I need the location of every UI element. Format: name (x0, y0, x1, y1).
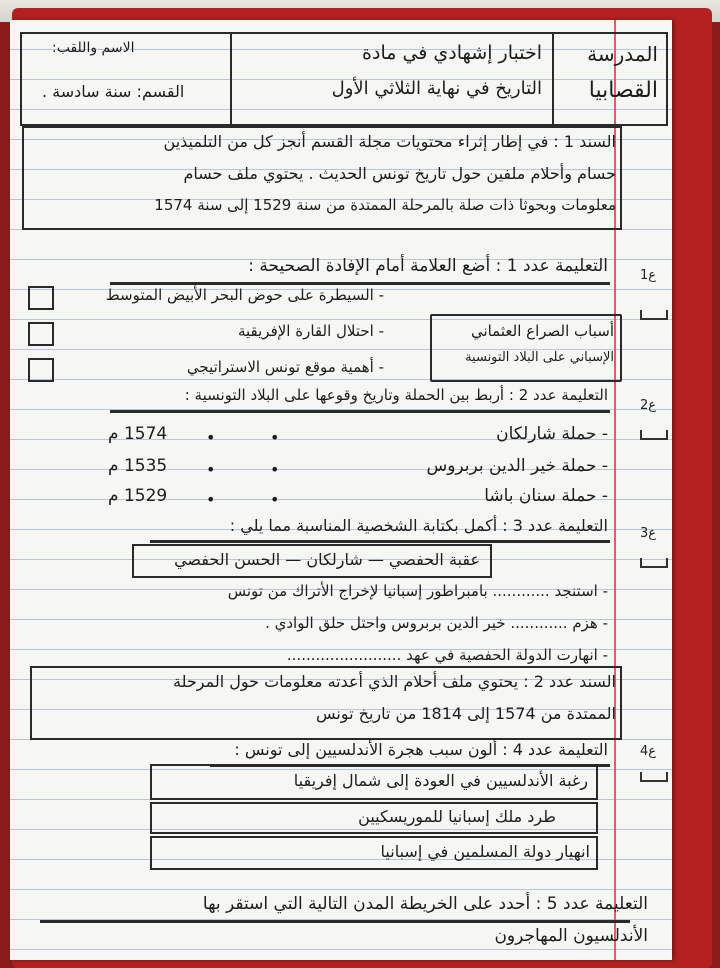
match-dot[interactable]: • (206, 428, 216, 447)
date-item: 1529 م (108, 486, 168, 506)
match-dot[interactable]: • (206, 460, 216, 479)
task-4-instruction: التعليمة عدد 4 : ألون سبب هجرة الأندلسيين إلى تونس : (234, 740, 608, 759)
score-mark (640, 558, 668, 568)
task-3-instruction: التعليمة عدد 3 : أكمل بكتابة الشخصية المناسبة مما يلي : (229, 516, 608, 535)
header-divider (230, 34, 232, 124)
match-dot[interactable]: • (270, 490, 280, 509)
date-item: 1574 م (108, 424, 168, 444)
task-1-option: - أهمية موقع تونس الاستراتيجي (186, 358, 384, 376)
exam-subject: التاريخ في نهاية الثلاثي الأول (331, 78, 542, 99)
date-item: 1535 م (108, 456, 168, 476)
instruction-underline (150, 540, 610, 543)
reason-option-box[interactable] (150, 802, 598, 834)
instruction-underline (110, 282, 610, 285)
task-2-margin-number: 2ع (640, 398, 657, 413)
source-1-line: معلومات وبحوثا ذات صلة بالمرحلة الممتدة من سنة 1529 إلى سنة 1574 (154, 196, 616, 214)
reason-option-box[interactable] (150, 836, 598, 870)
name-field-label: الاسم واللقب: (52, 40, 135, 56)
topic-line: أسباب الصراع العثماني (470, 322, 614, 340)
task-3-margin-number: 3ع (640, 526, 657, 541)
task-1-topic-box (430, 314, 622, 382)
source-2-line: الممتدة من 1574 إلى 1814 من تاريخ تونس (315, 704, 616, 723)
match-dot[interactable]: • (270, 460, 280, 479)
score-mark (640, 310, 668, 320)
task-1-option: - السيطرة على حوض البحر الأبيض المتوسط (105, 286, 384, 304)
header-table (20, 32, 668, 126)
instruction-underline (40, 920, 630, 923)
option-checkbox[interactable] (28, 322, 54, 346)
score-mark (640, 772, 668, 782)
reason-option: انهيار دولة المسلمين في إسبانيا (380, 842, 590, 861)
task-1-margin-number: 1ع (640, 268, 657, 283)
exam-sheet (10, 20, 672, 960)
school-label: المدرسة (587, 42, 658, 66)
source-1-box (22, 126, 622, 230)
task-5-instruction-cont: الأندلسيون المهاجرون (494, 926, 648, 946)
fill-sentence: - انهارت الدولة الحفصية في عهد ........................ (286, 646, 608, 664)
source-1-line: السند 1 : في إطار إثراء محتويات مجلة القسم أنجز كل من التلميذين (163, 132, 616, 151)
task-4-margin-number: 4ع (640, 744, 657, 759)
task-2-instruction: التعليمة عدد 2 : أربط بين الحملة وتاريخ وقوعها على البلاد التونسية : (184, 386, 608, 404)
reason-option: رغبة الأندلسيين في العودة إلى شمال إفريقيا (293, 771, 588, 790)
names-list: عقبة الحفصي — شارلكان — الحسن الحفصي (174, 550, 480, 569)
campaign-item: - حملة سنان باشا (484, 486, 608, 506)
fill-sentence: - هزم ............ خير الدين بربروس واحتل حلق الوادي . (265, 614, 608, 632)
instruction-underline (110, 410, 610, 413)
fill-sentence: - استنجد ............ بامبراطور إسبانيا لإخراج الأتراك من تونس (227, 582, 608, 600)
header-divider (552, 34, 554, 124)
campaign-item: - حملة شارلكان (496, 424, 608, 444)
match-dot[interactable]: • (270, 428, 280, 447)
source-1-line: حسام وأحلام ملفين حول تاريخ تونس الحديث . يحتوي ملف حسام (183, 164, 616, 183)
task-1-instruction: التعليمة عدد 1 : أضع العلامة أمام الإفادة الصحيحة : (248, 256, 608, 276)
task-5-instruction: التعليمة عدد 5 : أحدد على الخريطة المدن التالية التي استقر بها (202, 894, 648, 914)
source-2-line: السند عدد 2 : يحتوي ملف أحلام الذي أعدته معلومات حول المرحلة (173, 672, 616, 691)
class-label: القسم: سنة سادسة . (42, 82, 185, 101)
task-1-option: - احتلال القارة الإفريقية (237, 322, 384, 340)
topic-line: الإسباني على البلاد التونسية (465, 350, 614, 365)
match-dot[interactable]: • (206, 490, 216, 509)
option-checkbox[interactable] (28, 286, 54, 310)
option-checkbox[interactable] (28, 358, 54, 382)
source-2-box (30, 666, 622, 740)
names-box (132, 544, 492, 578)
campaign-item: - حملة خير الدين بربروس (426, 456, 608, 476)
exam-title: اختبار إشهادي في مادة (362, 42, 542, 64)
reason-option-box[interactable] (150, 764, 598, 800)
school-name: القصابيا (588, 78, 658, 103)
reason-option: طرد ملك إسبانيا للموريسكيين (358, 807, 556, 826)
score-mark (640, 430, 668, 440)
